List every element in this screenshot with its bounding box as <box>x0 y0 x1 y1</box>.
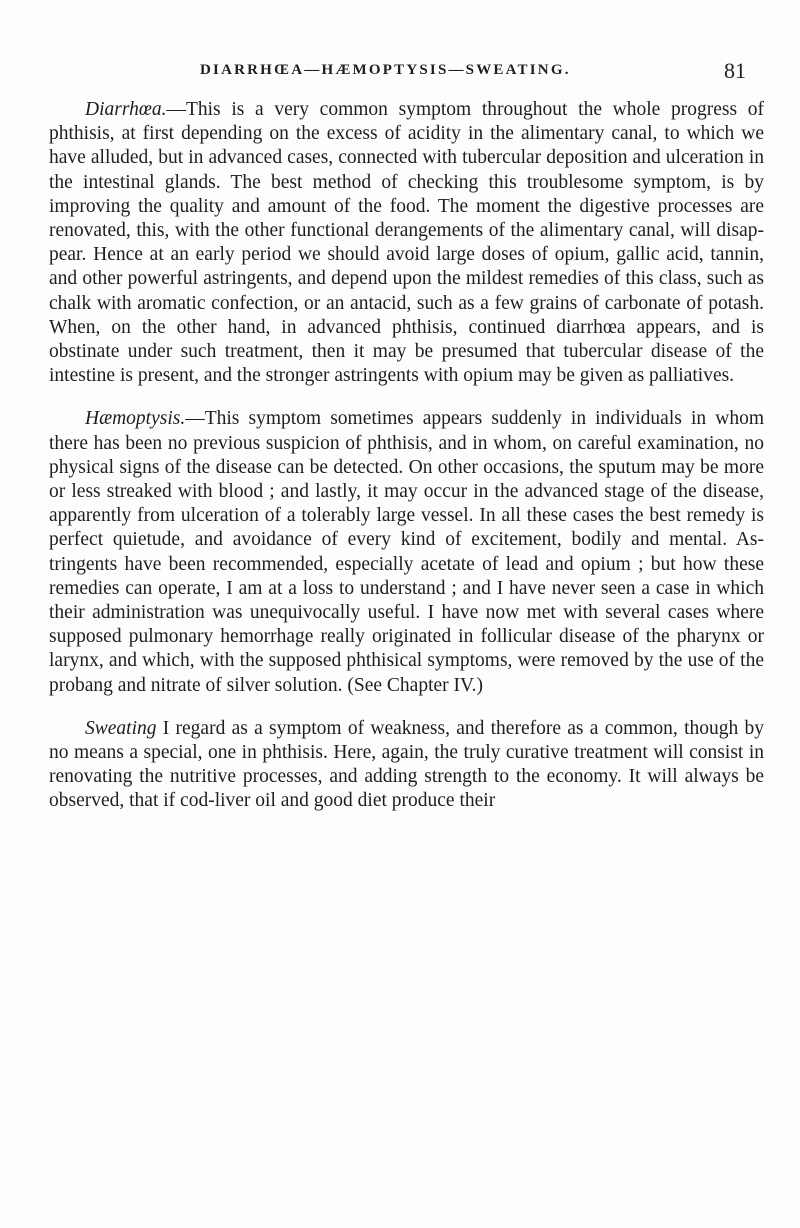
page-number: 81 <box>724 58 746 83</box>
paragraph-text: I regard as a symptom of weakness, and therefore as a common, though by no means a special, one in phthisis. Here, again, the truly curative treatment will consist in renovating the nutritive processes, and adding strength to the economy. It will always be observed, that if cod-liver oil and good diet produce their <box>49 717 764 812</box>
page-body <box>49 98 764 833</box>
paragraph-diarrhoea <box>49 98 764 388</box>
paragraph-lead: Diarrhœa. <box>85 99 167 120</box>
paragraph-text: —This is a very common symptom throughout the whole progress of phthisis, at first depending on the excess of acidity in the alimentary canal, to which we have alluded, but in advanced cases, connected with tubercular deposition and ulceration in the intestinal glands. The best method of checking this troublesome symptom, is by improving the quality and amount of the food. The moment the digestive processes are renovated, this, with the other functional derangements of the alimentary canal, will disappear. Hence at an early period we should avoid large doses of opium, gallic acid, tannin, and other powerful astringents, and depend upon the mildest remedies of this class, such as chalk with aromatic confection, or an antacid, such as a few grains of carbonate of potash. When, on the other hand, in advanced phthisis, continued diarrhœa appears, and is obstinate under such treatment, then it may be presumed that tubercular disease of the intestine is present, and the stronger astringents with opium may be given as palliatives. <box>49 99 764 387</box>
paragraph-haemoptysis <box>49 407 764 697</box>
running-title: DIARRHŒA—HÆMOPTYSIS—SWEATING. <box>200 62 571 78</box>
paragraph-lead: Sweating <box>85 717 157 739</box>
paragraph-sweating <box>49 717 764 814</box>
paragraph-text: —This symptom sometimes appears suddenly in individuals in whom there has been no previous suspicion of phthisis, and in whom, on careful examination, no physical signs of the disease can be detected. On other occasions, the sputum may be more or less streaked with blood ; and lastly, it may occur in the advanced stage of the disease, apparently from ulceration of a tolerably large vessel. In all these cases the best remedy is perfect quietude, and avoidance of every kind of excitement, bodily and mental. Astringents have been recommended, especially acetate of lead and opium ; but how these remedies can operate, I am at a loss to understand ; and I have never seen a case in which their administration was unequivocally useful. I have now met with several cases where supposed pulmonary hemorrhage really originated in follicular disease of the pharynx or larynx, and which, with the supposed phthisical symptoms, were removed by the use of the probang and nitrate of silver solution. (See Chapter IV.) <box>49 408 764 696</box>
paragraph-lead: Hæmoptysis. <box>85 408 186 430</box>
running-head <box>0 60 800 88</box>
